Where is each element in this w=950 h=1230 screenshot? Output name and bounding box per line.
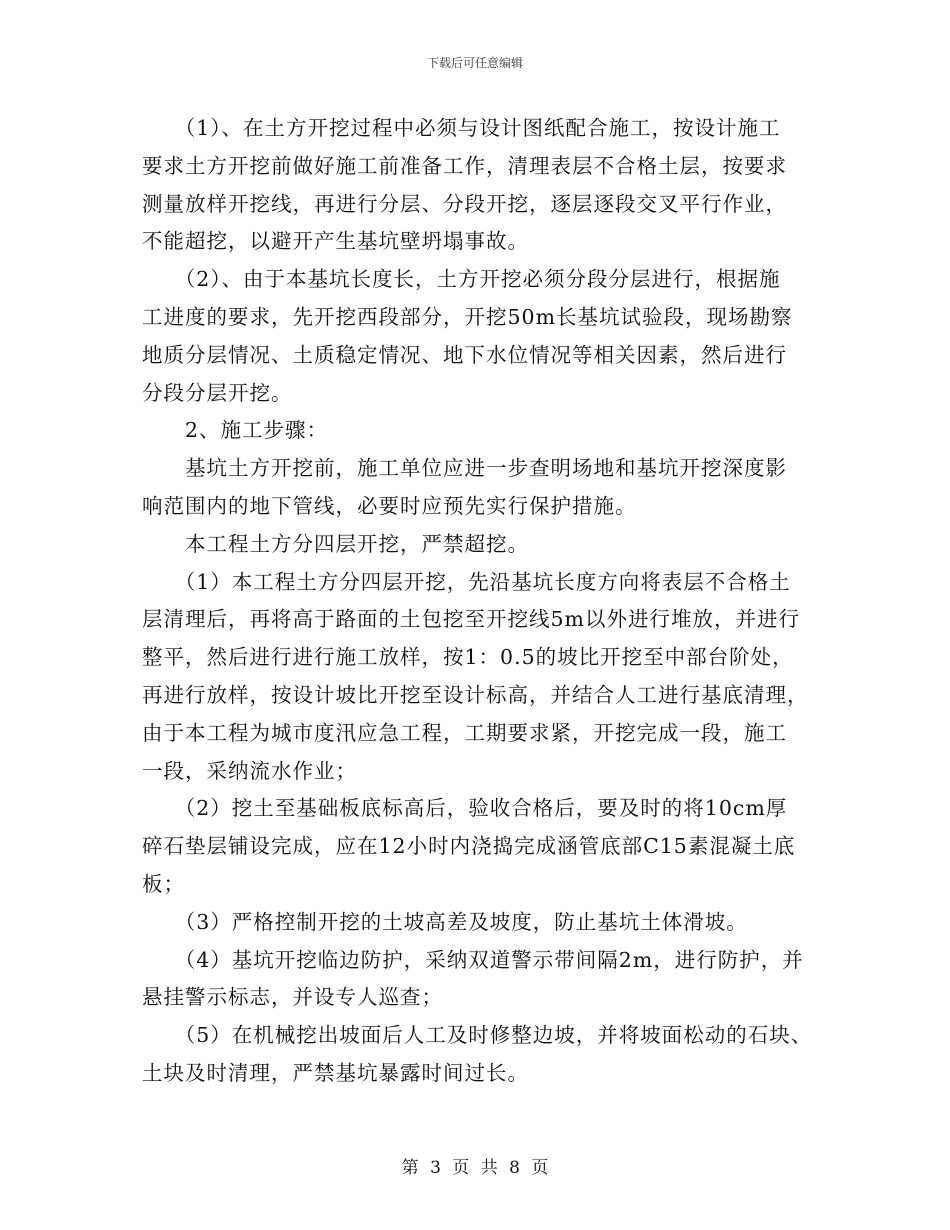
document-body <box>142 110 813 1093</box>
page-header-note: 下载后可任意编辑 <box>426 56 523 70</box>
text-line: 工进度的要求，先开挖西段部分，开挖50m长基坑试验段，现场勘察 <box>142 304 793 329</box>
text-line: 测量放样开挖线，再进行分层、分段开挖，逐层逐段交叉平行作业， <box>142 191 787 216</box>
section-heading: 2、施工步骤： <box>142 418 329 443</box>
text-line: 地质分层情况、土质稳定情况、地下水位情况等相关因素，然后进行 <box>142 342 787 367</box>
text-line: 分段分层开挖。 <box>142 380 293 405</box>
text-line: 由于本工程为城市度汛应急工程，工期要求紧，开挖完成一段，施工 <box>142 720 787 745</box>
text-line: （1）本工程土方分四层开挖，先沿基坑长度方向将表层不合格土 <box>142 569 791 594</box>
text-line: （1）、在土方开挖过程中必须与设计图纸配合施工，按设计施工 <box>142 116 781 140</box>
text-line: （4）基坑开挖临边防护，采纳双道警示带间隔2m，进行防护，并 <box>142 947 804 972</box>
text-line: 响范围内的地下管线，必要时应预先实行保护措施。 <box>142 493 637 518</box>
text-line: 土块及时清理，严禁基坑暴露时间过长。 <box>142 1060 529 1085</box>
text-line: 要求土方开挖前做好施工前准备工作，清理表层不合格土层，按要求 <box>142 153 787 178</box>
text-line: 基坑土方开挖前，施工单位应进一步查明场地和基坑开挖深度影 <box>142 456 787 481</box>
text-line: 整平，然后进行进行施工放样，按1：0.5的坡比开挖至中部台阶处， <box>142 645 794 670</box>
text-line: 层清理后，再将高于路面的土包挖至开挖线5m以外进行堆放，并进行 <box>142 607 800 632</box>
text-line: 板； <box>142 871 185 896</box>
text-line: 碎石垫层铺设完成，应在12小时内浇捣完成涵管底部C15素混凝土底 <box>142 834 796 859</box>
text-line: 悬挂警示标志，并设专人巡查； <box>142 985 443 1010</box>
text-line: 再进行放样，按设计坡比开挖至设计标高，并结合人工进行基底清理， <box>142 682 809 707</box>
text-line: 不能超挖，以避开产生基坑壁坍塌事故。 <box>142 229 529 254</box>
text-line: （2）挖土至基础板底标高后，验收合格后，要及时的将10cm厚 <box>142 796 788 821</box>
text-line: （2）、由于本基坑长度长，土方开挖必须分段分层进行，根据施 <box>142 267 781 292</box>
page-number-footer: 第 3 页 共 8 页 <box>401 1158 549 1178</box>
text-line: （5）在机械挖出坡面后人工及时修整边坡，并将坡面松动的石块、 <box>142 1023 813 1048</box>
text-line: （3）严格控制开挖的土坡高差及坡度，防止基坑土体滑坡。 <box>142 909 748 934</box>
text-line: 一段，采纳流水作业； <box>142 758 357 783</box>
text-line: 本工程土方分四层开挖，严禁超挖。 <box>142 531 529 556</box>
